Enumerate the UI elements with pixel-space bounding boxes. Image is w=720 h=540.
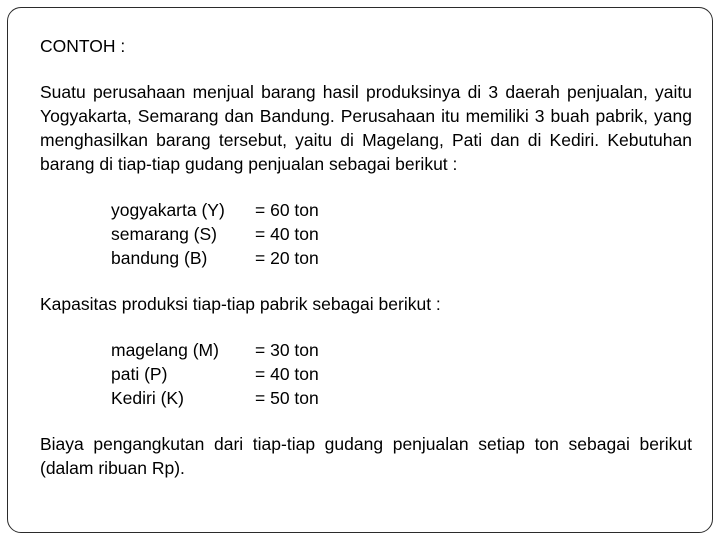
demand-label: semarang (S) xyxy=(111,224,218,244)
capacity-value: = 30 ton xyxy=(255,340,319,360)
demand-table xyxy=(111,198,319,270)
demand-label: bandung (B) xyxy=(111,248,208,268)
demand-row xyxy=(111,198,319,222)
cost-intro: Biaya pengangkutan dari tiap-tiap gudang penjualan setiap ton sebagai berikut (dalam ribuan Rp). xyxy=(40,434,692,478)
capacity-value: = 40 ton xyxy=(255,364,319,384)
capacity-label: Kediri (K) xyxy=(111,388,184,408)
demand-label: yogyakarta (Y) xyxy=(111,200,225,220)
capacity-row xyxy=(111,338,319,362)
demand-value: = 40 ton xyxy=(255,224,319,244)
slide-content xyxy=(40,34,692,480)
capacity-value: = 50 ton xyxy=(255,388,319,408)
demand-value: = 20 ton xyxy=(255,248,319,268)
capacity-table xyxy=(111,338,319,410)
demand-row xyxy=(111,246,319,270)
demand-value: = 60 ton xyxy=(255,200,319,220)
capacity-intro: Kapasitas produksi tiap-tiap pabrik sebagai berikut : xyxy=(40,294,441,314)
slide-frame xyxy=(7,7,713,533)
intro-paragraph: Suatu perusahaan menjual barang hasil produksinya di 3 daerah penjualan, yaitu Yogyakarta, Semarang dan Bandung. Perusahaan itu memiliki 3 buah pabrik, yang menghasilkan barang tersebut, yaitu di Magelang, Pati dan di Kediri. Kebutuhan barang di tiap-tiap gudang penjualan sebagai berikut : xyxy=(40,82,692,174)
slide-heading: CONTOH : xyxy=(40,36,126,56)
capacity-label: pati (P) xyxy=(111,364,168,384)
demand-row xyxy=(111,222,319,246)
capacity-row xyxy=(111,386,319,410)
capacity-row xyxy=(111,362,319,386)
capacity-label: magelang (M) xyxy=(111,340,219,360)
